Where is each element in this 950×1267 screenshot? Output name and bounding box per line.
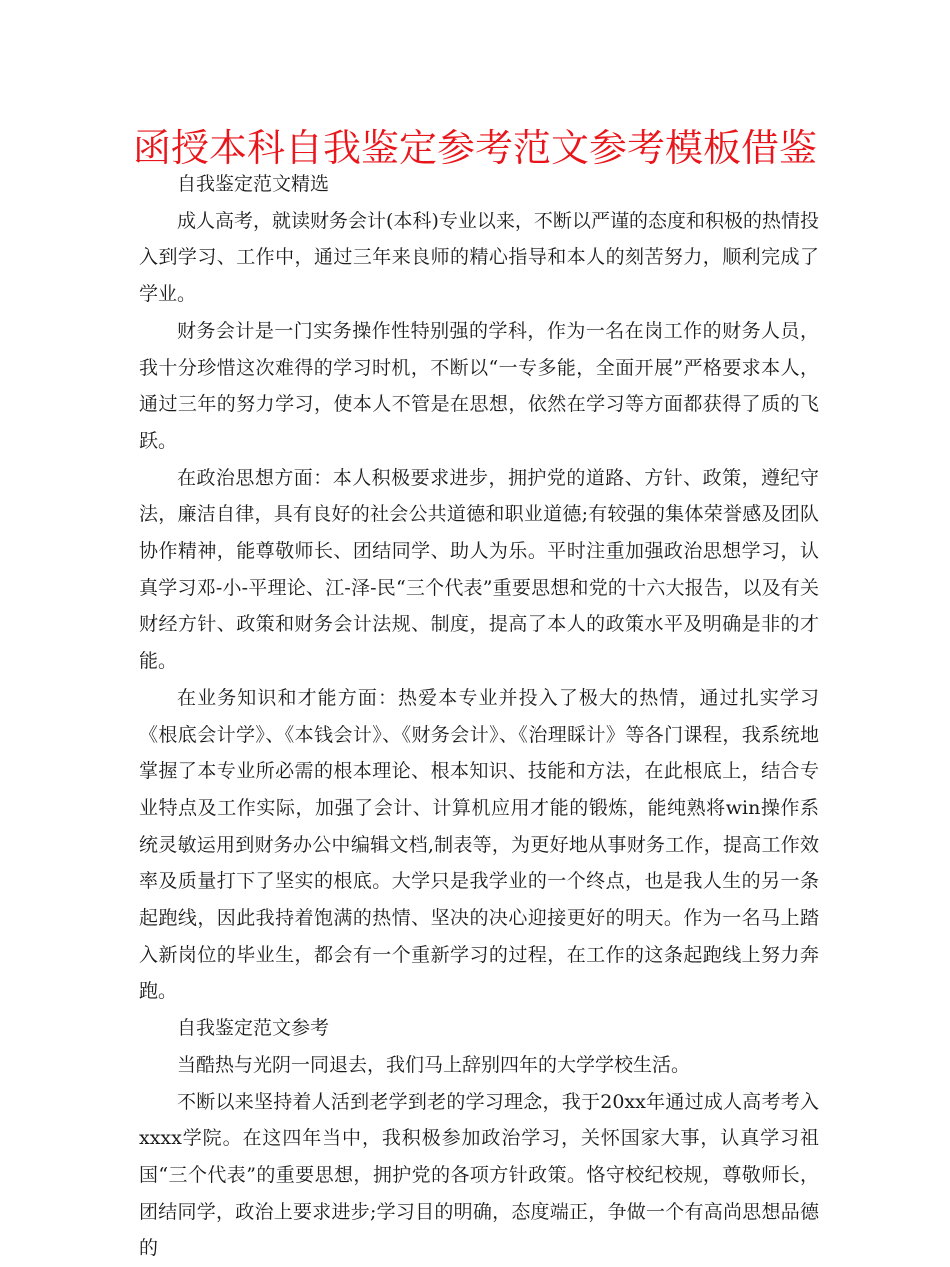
paragraph: 当酷热与光阴一同退去，我们马上辞别四年的大学学校生活。 [177, 1053, 691, 1076]
paragraph: 在政治思想方面：本人积极要求进步，拥护党的道路、方针、政策，遵纪守法，廉洁自律，具有良好的社会公共道德和职业道德;有较强的集体荣誉感及团队协作精神，能尊敬师长、团结同学、助人为乐。平时注重加强政治思想学习，认真学习邓-小-平理论、江-泽-民“三个代表”重要思想和党的十六大报告，以及有关财经方针、政策和财务会计法规、制度，提高了本人的政策水平及明确是非的才能。 [139, 466, 819, 673]
document-body [139, 166, 819, 1267]
paragraph: 不断以来坚持着人活到老学到老的学习理念，我于20xx年通过成人高考考入xxxx学院。在这四年当中，我积极参加政治学习，关怀国家大事，认真学习祖国“三个代表”的重要思想，拥护党的各项方针政策。恪守校纪校规，尊敬师长，团结同学，政治上要求进步;学习目的明确，态度端正，争做一个有高尚思想品德的 [139, 1090, 819, 1260]
paragraph: 财务会计是一门实务操作性特别强的学科，作为一名在岗工作的财务人员，我十分珍惜这次难得的学习时机，不断以“一专多能，全面开展”严格要求本人，通过三年的努力学习，使本人不管是在思想，依然在学习等方面都获得了质的飞跃。 [139, 319, 819, 452]
paragraph: 成人高考，就读财务会计(本科)专业以来，不断以严谨的态度和积极的热情投入到学习、工作中，通过三年来良师的精心指导和本人的刻苦努力，顺利完成了学业。 [139, 209, 819, 306]
section-heading: 自我鉴定范文参考 [177, 1017, 330, 1040]
document-title: 函授本科自我鉴定参考范文参考模板借鉴 [132, 126, 817, 170]
section-heading: 自我鉴定范文精选 [177, 173, 330, 195]
paragraph: 在业务知识和才能方面：热爱本专业并投入了极大的热情，通过扎实学习《根底会计学》、《本钱会计》、《财务会计》、《治理睬计》等各门课程，我系统地掌握了本专业所必需的根本理论、根本知识、技能和方法，在此根底上，结合专业特点及工作实际，加强了会计、计算机应用才能的锻炼，能纯熟将win操作系统灵敏运用到财务办公中编辑文档,制表等，为更好地从事财务工作，提高工作效率及质量打下了坚实的根底。大学只是我学业的一个终点，也是我人生的另一条起跑线，因此我持着饱满的热情、坚决的决心迎接更好的明天。作为一名马上踏入新岗位的毕业生，都会有一个重新学习的过程，在工作的这条起跑线上努力奔跑。 [139, 686, 819, 1003]
